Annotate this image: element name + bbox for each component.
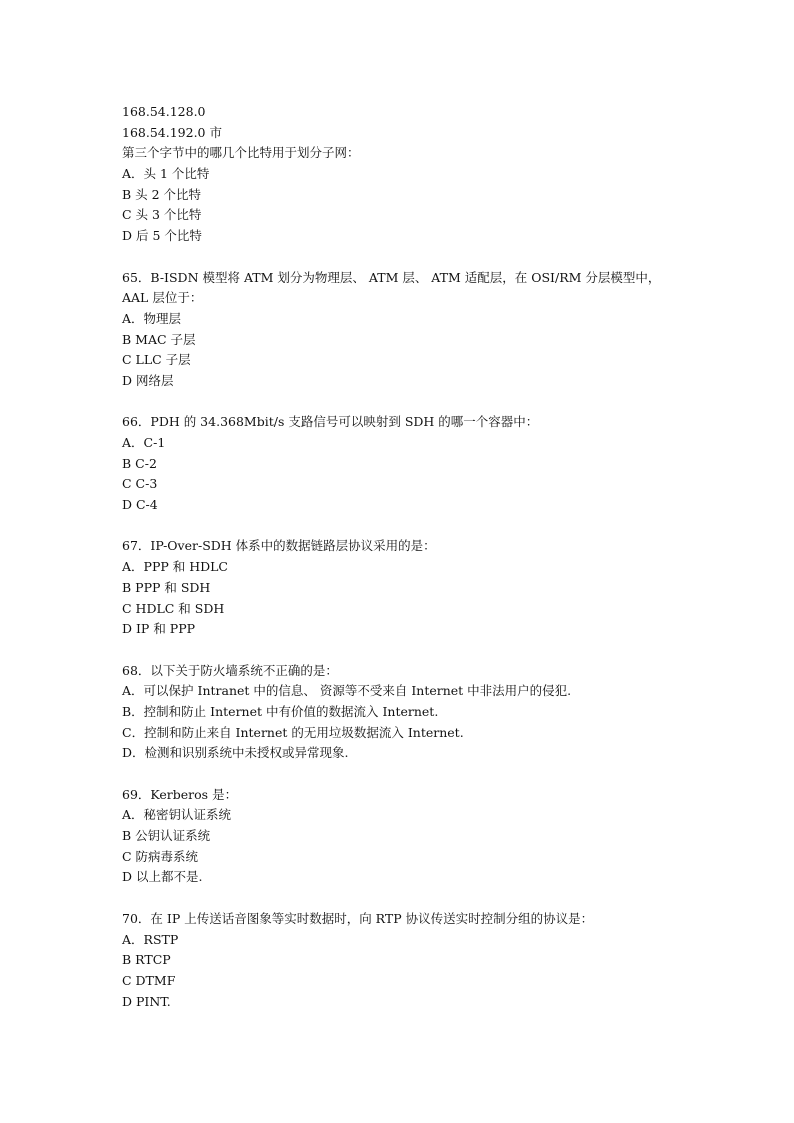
option-a: A．物理层 <box>122 310 182 326</box>
option-b: B C-2 <box>122 455 157 471</box>
option-c: C HDLC 和 SDH <box>122 600 225 616</box>
option-c: C 防病毒系统 <box>122 848 199 864</box>
question-65 <box>122 268 682 392</box>
option-b: B RTCP <box>122 952 171 968</box>
intro-line: 168.54.192.0 市 <box>122 124 222 140</box>
intro-block <box>122 102 682 247</box>
option-a: A．可以保护 Intranet 中的信息、 资源等不受来自 Internet 中非法用户的侵犯. <box>122 683 572 699</box>
spacer <box>122 640 682 661</box>
option-c: C LLC 子层 <box>122 352 191 368</box>
page-content <box>122 102 682 1012</box>
option-a: A．RSTP <box>122 931 179 947</box>
option-d: D 后 5 个比特 <box>122 228 202 244</box>
question-68 <box>122 661 682 764</box>
option-b: B PPP 和 SDH <box>122 579 211 595</box>
intro-line: 168.54.128.0 <box>122 104 206 119</box>
question-stem: 68．以下关于防火墙系统不正确的是： <box>122 662 338 678</box>
question-69 <box>122 785 682 888</box>
question-stem: 65．B-ISDN 模型将 ATM 划分为物理层、 ATM 层、 ATM 适配层，在 OSI/RM 分层模型中， <box>122 269 661 285</box>
question-stem: 69．Kerberos 是： <box>122 786 238 802</box>
question-67 <box>122 536 682 639</box>
option-a: A．秘密钥认证系统 <box>122 807 232 823</box>
question-stem: 67．IP-Over-SDH 体系中的数据链路层协议采用的是： <box>122 538 436 554</box>
option-c: C DTMF <box>122 972 176 988</box>
question-70 <box>122 909 682 1012</box>
question-66 <box>122 412 682 515</box>
option-a: A．C-1 <box>122 435 166 450</box>
option-c: C 头 3 个比特 <box>122 207 202 223</box>
option-a: A．PPP 和 HDLC <box>122 559 228 575</box>
option-b: B 公钥认证系统 <box>122 828 211 844</box>
spacer <box>122 516 682 537</box>
option-d: D PINT. <box>122 993 171 1009</box>
option-d: D C-4 <box>122 497 158 513</box>
option-d: D IP 和 PPP <box>122 621 196 637</box>
option-b: B 头 2 个比特 <box>122 186 202 202</box>
option-d: D 以上都不是. <box>122 869 203 885</box>
option-d: D 网络层 <box>122 372 174 388</box>
option-b: B．控制和防止 Internet 中有价值的数据流入 Internet. <box>122 703 439 719</box>
question-stem: 66．PDH 的 34.368Mbit/s 支路信号可以映射到 SDH 的哪一个容器中： <box>122 414 539 430</box>
spacer <box>122 764 682 785</box>
intro-question: 第三个字节中的哪几个比特用于划分子网： <box>122 145 360 161</box>
spacer <box>122 392 682 413</box>
option-a: A．头 1 个比特 <box>122 166 210 182</box>
spacer <box>122 247 682 268</box>
option-d: D．检测和识别系统中未授权或异常现象. <box>122 745 349 761</box>
question-stem: AAL 层位于： <box>122 290 203 306</box>
spacer <box>122 888 682 909</box>
option-b: B MAC 子层 <box>122 331 196 347</box>
option-c: C C-3 <box>122 476 158 492</box>
option-c: C．控制和防止来自 Internet 的无用垃圾数据流入 Internet. <box>122 724 464 740</box>
question-stem: 70．在 IP 上传送话音图象等实时数据时，向 RTP 协议传送实时控制分组的协议是： <box>122 910 594 926</box>
